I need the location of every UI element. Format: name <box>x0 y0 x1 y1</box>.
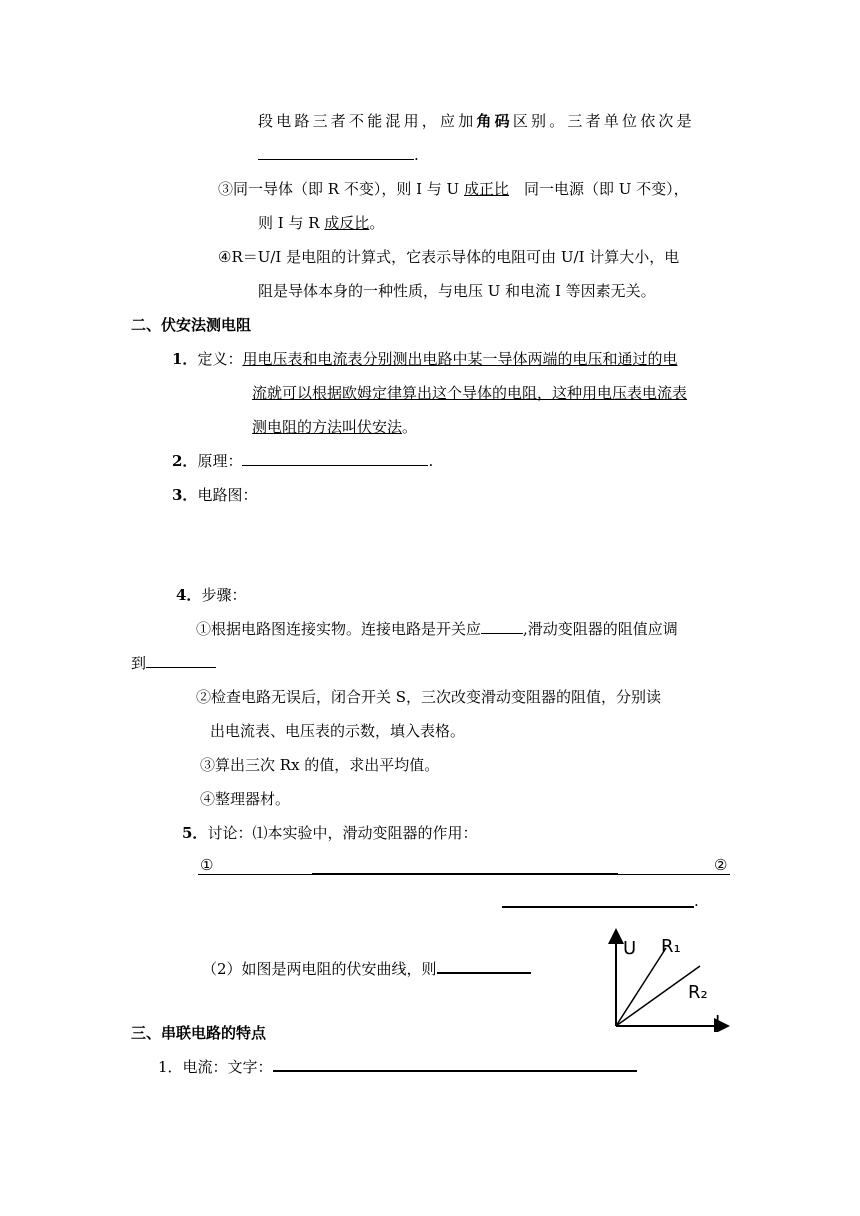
text: ①根据电路图连接实物。连接电路是开关应 <box>196 620 482 638</box>
para-definition-line2 <box>252 382 687 404</box>
section-heading-2: 二、伏安法测电阻 <box>131 316 252 334</box>
underlined-text: 成正比 <box>463 180 509 198</box>
para-definition-line1 <box>172 348 677 370</box>
para-steps-heading <box>176 584 246 606</box>
para-definition-line3 <box>252 416 417 438</box>
r2-label: R₂ <box>688 982 708 1003</box>
text: 。 <box>402 418 418 436</box>
para-proportion-line2 <box>258 212 384 234</box>
para-units-line1 <box>258 110 695 132</box>
para-circuit-diagram <box>172 484 257 506</box>
para-units-line2 <box>258 144 419 166</box>
para-series-current <box>158 1056 637 1078</box>
r1-line <box>616 948 666 1026</box>
fill-blank-switch[interactable] <box>481 619 523 634</box>
fill-blank-units[interactable] <box>258 145 414 160</box>
text: （2）如图是两电阻的伏安曲线，则 <box>202 960 437 978</box>
para-proportion-line1 <box>218 178 689 200</box>
text: 5． <box>182 824 208 842</box>
underlined-text: 测电阻的方法叫伏安法 <box>252 418 403 436</box>
step-2-line1: ②检查电路无误后，闭合开关 S，三次改变滑动变阻器的阻值，分别读 <box>196 688 662 706</box>
r1-label: R₁ <box>661 936 681 957</box>
text: 同一电源（即 U 不变）， <box>509 180 689 198</box>
text: 步骤： <box>201 586 247 604</box>
para-discussion <box>182 822 477 844</box>
step-2-line2: 出电流表、电压表的示数，填入表格。 <box>210 722 466 740</box>
vi-curve-graph <box>600 928 730 1032</box>
text: ③同一导体（即 R 不变），则 I 与 U <box>218 180 464 198</box>
text: 讨论：⑴本实验中，滑动变阻器的作用： <box>207 824 478 842</box>
underlined-text: 流就可以根据欧姆定律算出这个导体的电阻，这种用电压表电流表 <box>252 384 688 402</box>
section-heading-3: 三、串联电路的特点 <box>131 1024 267 1042</box>
step-4: ④整理器材。 <box>200 790 291 808</box>
fill-blank-rheostat[interactable] <box>146 653 216 668</box>
underlined-text: 用电压表和电流表分别测出电路中某一导体两端的电压和通过的电 <box>242 350 678 368</box>
question-vi-curve <box>202 958 531 980</box>
para-formula-line1: ④R＝U/I 是电阻的计算式，它表示导体的电阻可由 U/I 计算大小，电 <box>218 248 680 266</box>
step-1-line1 <box>196 618 678 640</box>
text: . <box>428 452 434 470</box>
text: 电路图： <box>197 486 258 504</box>
para-formula-line2: 阻是导体本身的一种性质，与电压 U 和电流 I 等因素无关。 <box>258 282 656 300</box>
text: 原理： <box>197 452 243 470</box>
underlined-text: 成反比 <box>324 214 370 232</box>
step-3: ③算出三次 Rx 的值，求出平均值。 <box>200 756 440 774</box>
text: 2． <box>172 452 198 470</box>
text: 3． <box>172 486 198 504</box>
text: 。 <box>369 214 385 232</box>
discussion-answer-line-2[interactable] <box>502 906 694 908</box>
text: 区别。三者单位依次是 <box>512 112 695 130</box>
text: 则 I 与 R <box>258 214 325 232</box>
text: ,滑动变阻器的阻值应调 <box>523 620 678 638</box>
para-principle <box>172 450 433 472</box>
text: 段电路三者不能混用，应加 <box>258 112 477 130</box>
discussion-choice-1-label: ① <box>200 856 214 874</box>
text: 4． <box>176 586 202 604</box>
text: 1．电流：文字： <box>158 1058 273 1076</box>
text: 定义： <box>197 350 243 368</box>
y-axis-label: U <box>623 938 637 959</box>
discussion-answer-line-bold <box>312 873 618 875</box>
discussion-end-period: . <box>694 892 699 910</box>
text: . <box>414 146 419 164</box>
fill-blank-principle[interactable] <box>242 451 428 466</box>
fill-blank-vi-curve[interactable] <box>437 958 531 974</box>
discussion-choice-2-label: ② <box>714 856 728 874</box>
step-1-line2 <box>131 652 216 674</box>
bold-text-jiaoma: 角码 <box>476 112 513 130</box>
fill-blank-current-text[interactable] <box>273 1056 637 1072</box>
text: 1． <box>172 350 198 368</box>
text: 到 <box>131 654 147 672</box>
x-axis-label: I <box>715 1012 721 1032</box>
